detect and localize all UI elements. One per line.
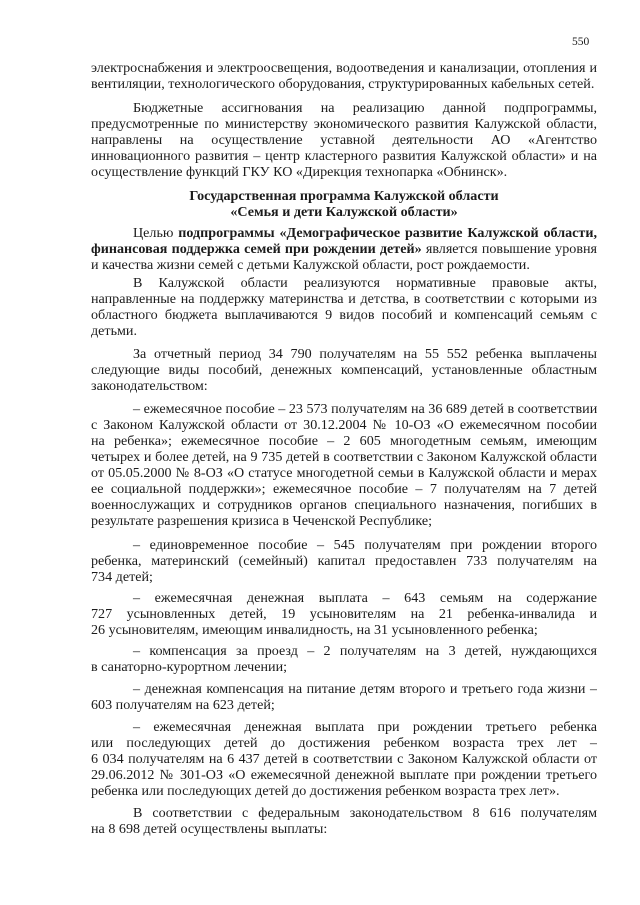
text-line: – ежемесячная денежная выплата при рождении третьего ребенка [133,719,597,735]
paragraph-a [91,60,597,92]
text-line: В Калужской области реализуются нормативные правовые акты, [133,275,597,291]
paragraph-adoption-payment [91,590,597,638]
paragraph-goal [91,225,597,273]
text-line: 29.06.2012 № 301-ОЗ «О ежемесячной денежной выплате при рождении третьего [91,767,597,783]
text-line: результате разрешения кризиса в Чеченской Республике; [91,513,432,529]
paragraph-federal [91,805,597,837]
text-line: предусмотренные по министерству экономического развития Калужской области, [91,116,597,132]
paragraph-period [91,346,597,394]
text-line: от 05.05.2000 № 8-ОЗ «О статусе многодетной семьи в Калужской области и мерах [91,465,597,481]
text-line: 26 усыновителям, имеющим инвалидность, на 31 усыновленного ребенка; [91,622,538,638]
text-line: ребенка, материнский (семейный) капитал предоставлен 733 получателям на [91,553,597,569]
text-line: на 8 698 детей осуществлены выплаты: [91,821,328,837]
text-line: За отчетный период 34 790 получателям на 55 552 ребенка выплачены [133,346,597,362]
text-line: – денежная компенсация на питание детям второго и третьего года жизни – [133,681,597,697]
text-line: детьми. [91,323,137,339]
text-line: электроснабжения и электроосвещения, водоотведения и канализации, отопления и [91,60,597,76]
text-line: – единовременное пособие – 545 получателям при рождении второго [133,537,597,553]
page-number: 550 [572,36,590,48]
text-line: на ребенка»; ежемесячное пособие – 2 605 многодетным семьям, имеющим [91,433,597,449]
text-line: или последующих детей до достижения ребенком возраста трех лет – [91,735,597,751]
text-line: областного бюджета выплачиваются 9 видов пособий и компенсаций семьям с [91,307,597,323]
text-line: 603 получателям на 623 детей; [91,697,275,713]
paragraph-budget [91,100,597,180]
text-line: военнослужащих и сотрудников органов специального назначения, погибших в [91,497,597,513]
paragraph-travel-compensation [91,643,597,675]
text-line: вентиляции, технологического оборудования, структурированных кабельных сетей. [91,76,595,92]
text-line: и качества жизни семей с детьми Калужской области, рост рождаемости. [91,257,530,273]
text-line: четырех и более детей, на 9 735 детей в соответствии с Законом Калужской области [91,449,597,465]
paragraph-one-time-allowance [91,537,597,585]
text-line: 6 034 получателям на 6 437 детей в соответствии с Законом Калужской области от [91,751,597,767]
text-line: – компенсация за проезд – 2 получателям на 3 детей, нуждающихся [133,643,597,659]
heading-line: Государственная программа Калужской области [189,188,499,204]
text-line: – ежемесячная денежная выплата – 643 семьям на содержание [133,590,597,606]
text-line: инновационного развития – центр кластерного развития Калужской области» и на [91,148,597,164]
paragraph-third-child-payment [91,719,597,799]
paragraph-monthly-allowance [91,401,597,529]
paragraph-acts [91,275,597,339]
text-line: 734 детей; [91,569,153,585]
paragraph-nutrition-compensation [91,681,597,713]
text-line: Бюджетные ассигнования на реализацию данной подпрограммы, [133,100,597,116]
heading-line: «Семья и дети Калужской области» [230,204,458,220]
text-line: следующие виды пособий, денежных компенсаций, установленные областным [91,362,597,378]
text-line: осуществление функций ГКУ КО «Дирекция технопарка «Обнинск». [91,164,508,180]
text-line: ребенка или последующих детей до достижения ребенком возраста трех лет». [91,783,560,799]
text-line: 727 усыновленных детей, 19 усыновителям на 21 ребенка-инвалида и [91,606,597,622]
text-line: ее социальной поддержки»; ежемесячное пособие – 7 получателям на 7 детей [91,481,597,497]
text-line: в санаторно-курортном лечении; [91,659,288,675]
text-line: – ежемесячное пособие – 23 573 получателям на 36 689 детей в соответствии [133,401,597,417]
text-line: Целью подпрограммы «Демографическое развитие Калужской области, [133,225,597,241]
text-line: финансовая поддержка семей при рождении детей» является повышение уровня [91,241,597,257]
text-line: с Законом Калужской области от 30.12.2004 № 10-ОЗ «О ежемесячном пособии [91,417,597,433]
text-line: В соответствии с федеральным законодательством 8 616 получателям [133,805,597,821]
text-line: направленные на поддержку материнства и детства, в соответствии с которыми из [91,291,597,307]
text-line: законодательством: [91,378,208,394]
text-line: направлены на осуществление уставной деятельности АО «Агентство [91,132,597,148]
section-heading [91,188,597,220]
